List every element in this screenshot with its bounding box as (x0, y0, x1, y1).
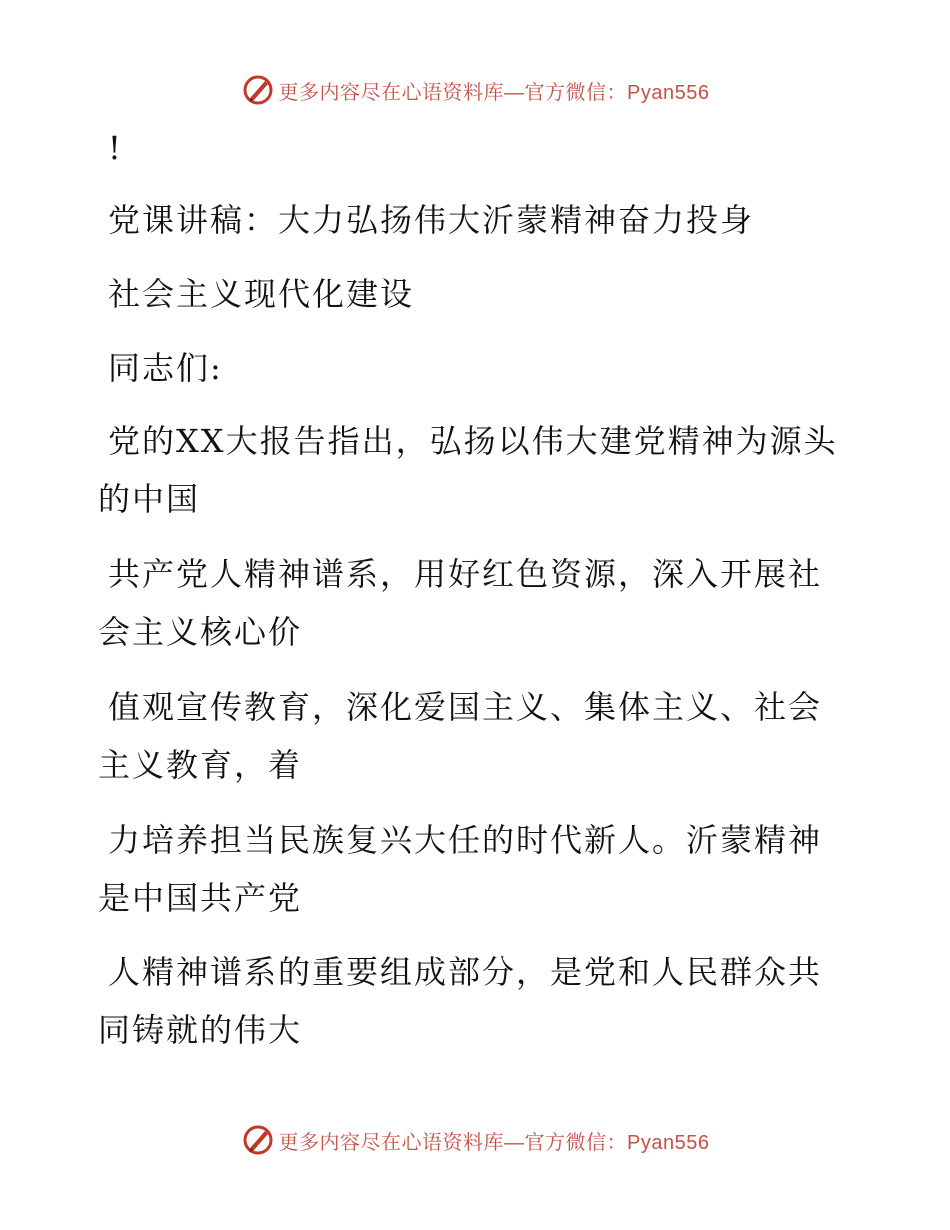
document-title-line-2: 社会主义现代化建设 (108, 275, 415, 313)
salutation: 同志们: (108, 349, 223, 387)
header-watermark (0, 70, 950, 110)
watermark-text: 更多内容尽在心语资料库—官方微信：Pyan556 (278, 81, 710, 104)
text-line: 同铸就的伟大 (98, 1011, 303, 1049)
document-title-line-1: 党课讲稿：大力弘扬伟大沂蒙精神奋力投身 (108, 201, 755, 239)
text-line: 值观宣传教育，深化爱国主义、集体主义、社会 (108, 688, 823, 726)
text-line: 人精神谱系的重要组成部分，是党和人民群众共 (108, 953, 823, 991)
text-line: 主义教育，着 (98, 746, 303, 784)
text-line: ! (108, 129, 123, 167)
text-line: 党的XX大报告指出，弘扬以伟大建党精神为源头 (108, 422, 838, 460)
text-line: 是中国共产党 (98, 879, 303, 917)
text-line: 会主义核心价 (98, 613, 303, 651)
pen-logo-icon (241, 1123, 275, 1157)
text-line: 的中国 (98, 480, 201, 518)
text-line: 力培养担当民族复兴大任的时代新人。沂蒙精神 (108, 821, 823, 859)
text-line: 共产党人精神谱系，用好红色资源，深入开展社 (108, 555, 823, 593)
watermark-text: 更多内容尽在心语资料库—官方微信：Pyan556 (278, 1131, 710, 1154)
footer-watermark (0, 1120, 950, 1160)
pen-logo-icon (241, 73, 275, 107)
